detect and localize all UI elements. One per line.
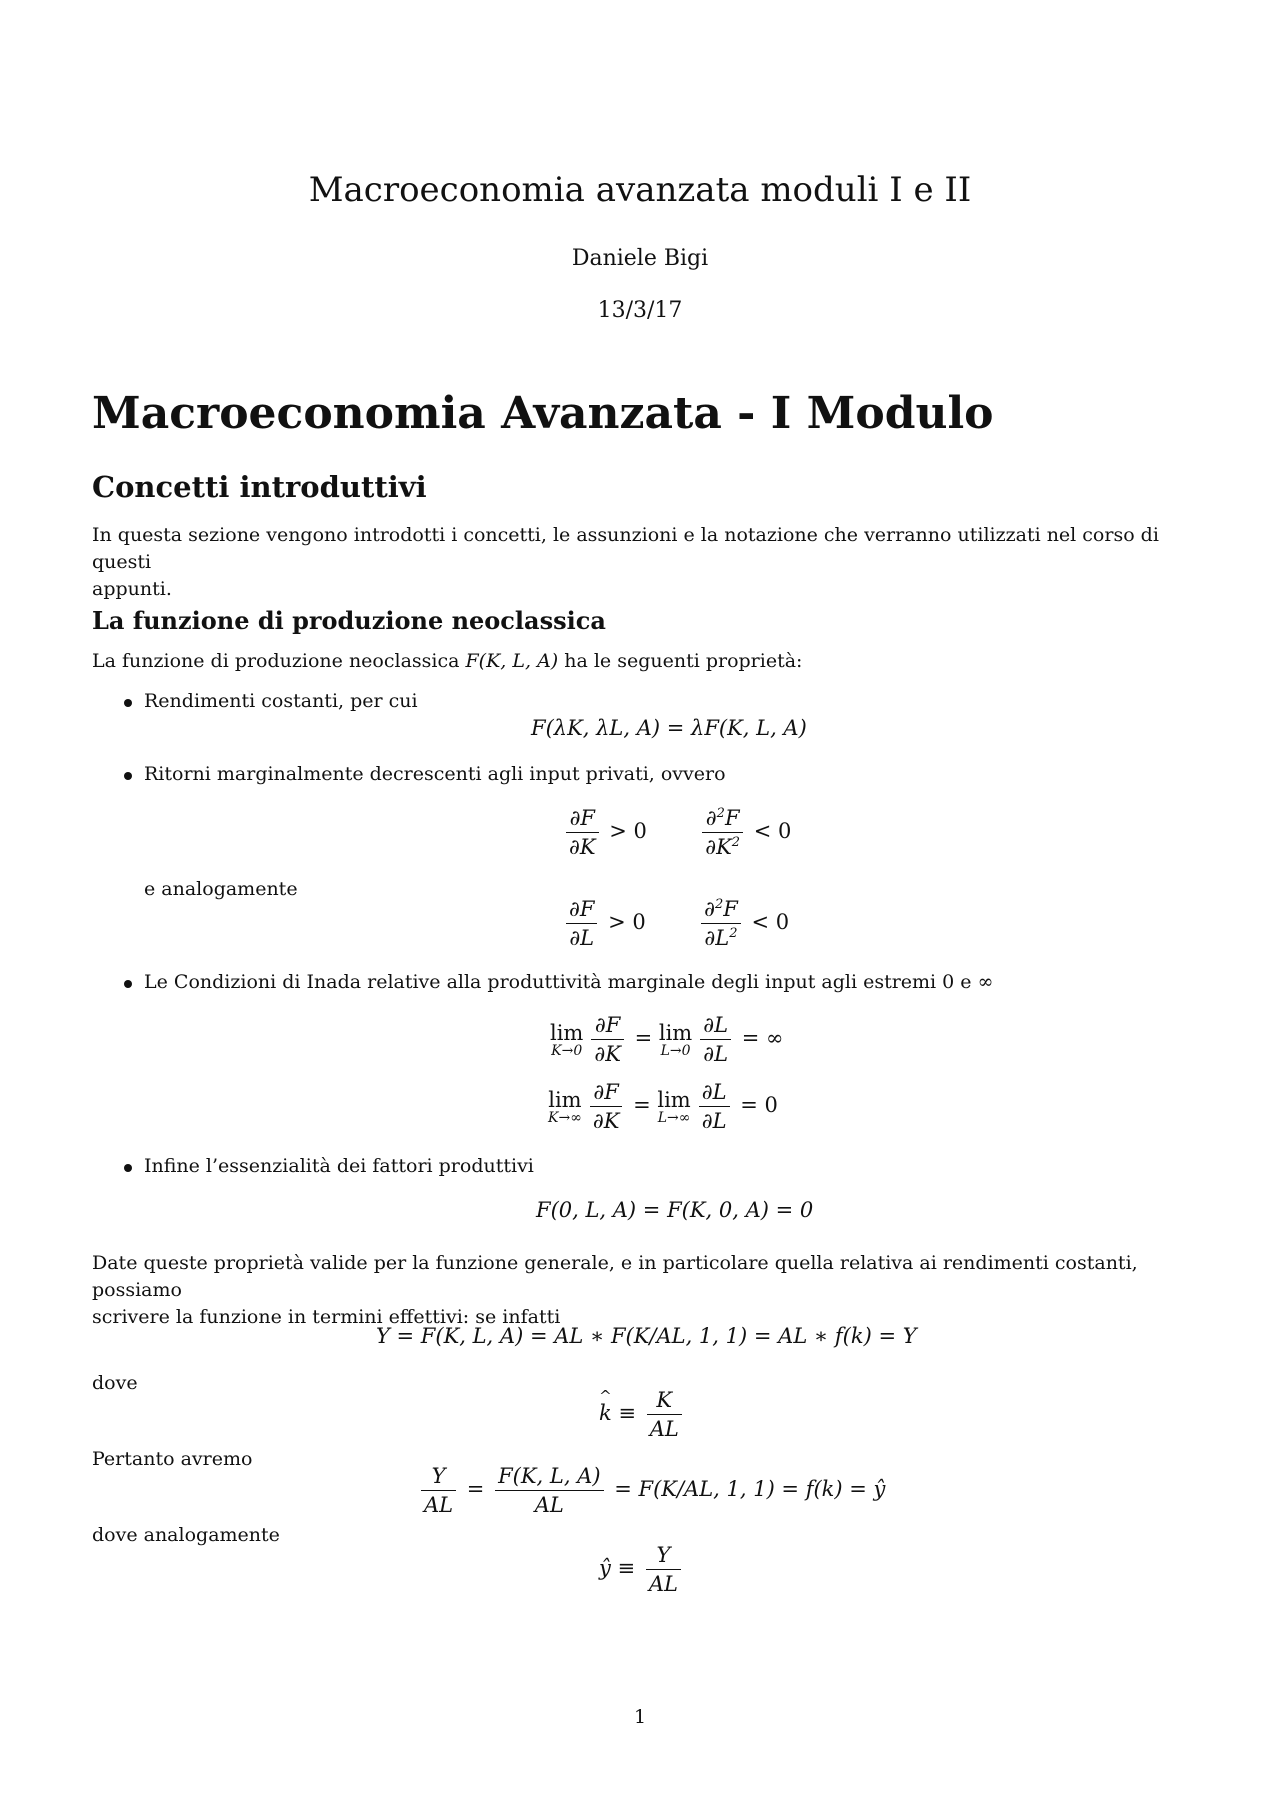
- subsection-heading: Concetti introduttivi: [92, 470, 427, 504]
- equation-inada-infinity: lim K→∞ $\frac{\partial F}{\partial K}$ = lim L→∞ $\frac{\partial L}{\partial L}$ = 0: [548, 1080, 778, 1133]
- lead-prefix: La funzione di produzione neoclassica: [92, 650, 466, 672]
- document-date: 13/3/17: [597, 298, 683, 323]
- lead-math: F(K, L, A): [465, 650, 559, 672]
- bullet-text-3: Le Condizioni di Inada relative alla produttività marginale degli input agli estremi 0 e ∞: [144, 971, 994, 993]
- intro-line-1: In questa sezione vengono introdotti i concetti, le assunzioni e la notazione che verranno utilizzati nel corso di questi: [92, 524, 1159, 573]
- equation-output-per-effective-worker: $\frac{Y}{AL}$ = $\frac{F(K, L, A)}{AL}$ = F(K/AL, 1, 1) = f(k) = ŷ: [417, 1464, 885, 1517]
- equation-inada-zero: lim K→0 $\frac{\partial F}{\partial K}$ = lim L→0 $\frac{\partial L}{\partial L}$ = ∞: [550, 1013, 784, 1066]
- bullet-text-4: Infine l’essenzialità dei fattori produttivi: [144, 1155, 534, 1177]
- label-analogamente: e analogamente: [144, 878, 298, 900]
- equation-marginal-k: $\frac{\partial F}{\partial K}$ > 0 $\frac{\partial^2F}{\partial K^2}$ < 0: [562, 806, 791, 859]
- lead-sentence: [92, 650, 802, 672]
- intro-line-2: appunti.: [92, 578, 172, 600]
- section-heading: Macroeconomia Avanzata - I Modulo: [92, 388, 994, 439]
- bullet-marker: [124, 980, 132, 988]
- label-dove-analogamente: dove analogamente: [92, 1524, 280, 1546]
- page-number: 1: [633, 1706, 647, 1728]
- equation-intensive-form: Y = F(K, L, A) = AL ∗ F(K/AL, 1, 1) = AL ∗ f(k) = Y: [376, 1324, 917, 1348]
- equation-constant-returns: F(λK, λL, A) = λF(K, L, A): [531, 716, 807, 740]
- document-title: Macroeconomia avanzata moduli I e II: [308, 170, 972, 210]
- bullet-text-2: Ritorni marginalmente decrescenti agli input privati, ovvero: [144, 763, 726, 785]
- label-dove: dove: [92, 1372, 138, 1394]
- label-pertanto: Pertanto avremo: [92, 1448, 253, 1470]
- document-author: Daniele Bigi: [571, 246, 709, 271]
- bullet-marker: [124, 699, 132, 707]
- intro-paragraph: [92, 522, 1192, 603]
- equation-ratio-rhs: = F(K/AL, 1, 1) = f(k) = ŷ: [614, 1477, 886, 1501]
- after-line-2: scrivere la funzione in termini effettivi: se infatti: [92, 1306, 561, 1328]
- after-line-1: Date queste proprietà valide per la funzione generale, e in particolare quella relativa ai rendimenti costanti, possiamo: [92, 1252, 1138, 1301]
- equation-k-hat-definition: ^ k ≡ $\frac{K}{AL}$: [599, 1388, 686, 1441]
- equation-marginal-l: $\frac{\partial F}{\partial L}$ > 0 $\frac{\partial^2F}{\partial L^2}$ < 0: [562, 897, 789, 950]
- after-paragraph: [92, 1250, 1192, 1331]
- bullet-marker: [124, 1164, 132, 1172]
- equation-essentiality: F(0, L, A) = F(K, 0, A) = 0: [536, 1198, 814, 1222]
- lead-suffix: ha le seguenti proprietà:: [558, 650, 803, 672]
- subsubsection-heading: La funzione di produzione neoclassica: [92, 606, 606, 635]
- bullet-marker: [124, 772, 132, 780]
- equation-y-hat-definition: ŷ ≡ $\frac{Y}{AL}$: [599, 1543, 685, 1596]
- bullet-text-1: Rendimenti costanti, per cui: [144, 690, 418, 712]
